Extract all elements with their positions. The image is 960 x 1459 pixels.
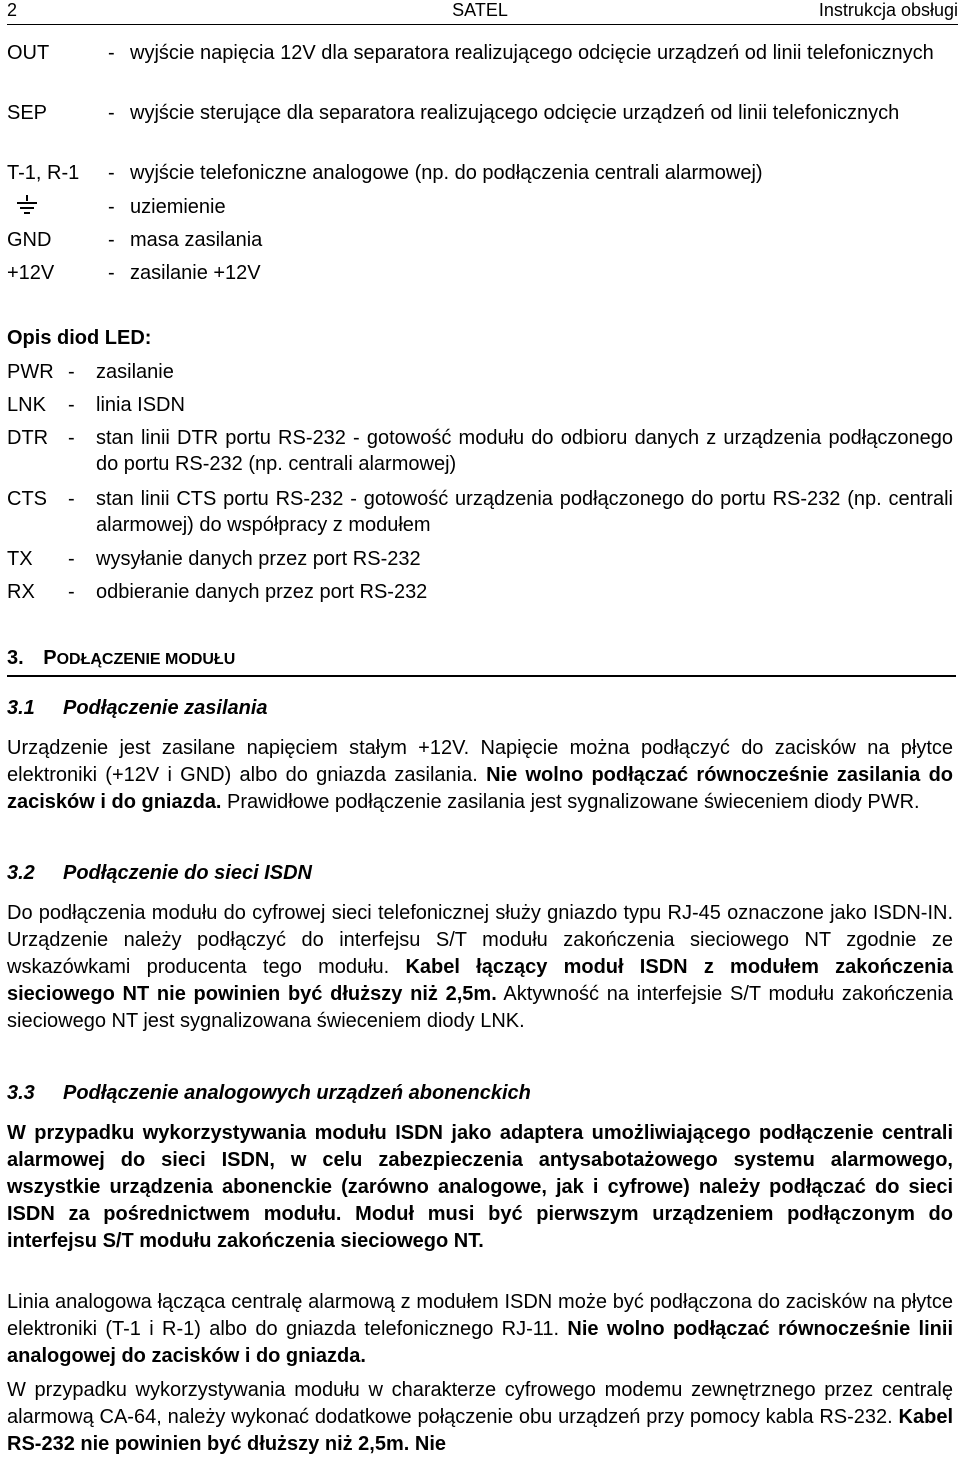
led-label: TX: [7, 548, 33, 570]
terminal-description: wyjście sterujące dla separatora realizującego odcięcie urządzeń od linii telefonicznych: [130, 102, 900, 124]
led-label: RX: [7, 581, 35, 603]
paragraph-bold-text: Kabel łączący moduł ISDN z modułem zakończenia sieciowego NT nie powinien być dłuższy niż 2,5m.: [7, 956, 954, 1005]
led-label: DTR: [7, 427, 49, 449]
terminal-label: GND: [7, 229, 52, 251]
section-heading: [7, 647, 235, 670]
led-heading: Opis diod LED:: [7, 327, 152, 349]
paragraph: [7, 1289, 953, 1370]
paragraph-bold-text: Nie wolno podłączać równocześnie zasilania do zacisków i do gniazda.: [7, 764, 953, 813]
subsection-number: 3.2: [7, 862, 35, 884]
subsection-heading: [7, 697, 268, 720]
paragraph-text: Urządzenie jest zasilane napięciem stałym +12V. Napięcie można podłączyć do zacisków na płytce elektroniki (+12V i GND) albo do gniazda zasilania.: [7, 737, 953, 786]
subsection-title: Podłączenie zasilania: [63, 697, 268, 719]
paragraph-text: Aktywność na interfejsie S/T modułu zakończenia sieciowego NT jest sygnalizowana świeceniem diody LNK.: [7, 983, 953, 1032]
paragraph: [7, 735, 953, 816]
led-description: wysyłanie danych przez port RS-232: [96, 548, 421, 570]
subsection-title: Podłączenie analogowych urządzeń abonenckich: [63, 1082, 531, 1104]
terminal-dash: -: [108, 42, 115, 64]
led-label: LNK: [7, 394, 46, 416]
led-dash: -: [68, 427, 75, 449]
paragraph-text: Do podłączenia modułu do cyfrowej sieci telefonicznej służy gniazdo typu RJ-45 oznaczone jako ISDN-IN. Urządzenie należy podłączyć do interfejsu S/T modułu zakończenia sieciowego NT zgodnie ze wskazówkami producenta tego modułu.: [7, 902, 953, 978]
section-number: 3.: [7, 647, 24, 669]
paragraph-bold-text: Nie wolno podłączać równocześnie linii analogowej do zacisków i do gniazda.: [7, 1318, 953, 1367]
terminal-dash: -: [108, 262, 115, 284]
page-number: 2: [7, 0, 18, 20]
terminal-label: +12V: [7, 262, 55, 284]
section-title-rest: ODŁĄCZENIE MODUŁU: [56, 651, 236, 668]
paragraph-text: Linia analogowa łącząca centralę alarmową z modułem ISDN może być podłączona do zacisków na płytce elektroniki (T-1 i R-1) albo do gniazda telefonicznego RJ-11.: [7, 1291, 953, 1340]
terminal-description: wyjście napięcia 12V dla separatora realizującego odcięcie urządzeń od linii telefonicznych: [130, 42, 934, 64]
subsection-heading: [7, 862, 312, 885]
terminal-dash: -: [108, 102, 115, 124]
led-dash: -: [68, 394, 75, 416]
terminal-label: OUT: [7, 42, 50, 64]
led-label: PWR: [7, 361, 54, 383]
subsection-number: 3.1: [7, 697, 35, 719]
terminal-label: SEP: [7, 102, 48, 124]
led-dash: -: [68, 488, 75, 510]
terminal-dash: -: [108, 196, 115, 218]
led-dash: -: [68, 361, 75, 383]
ground-icon: [14, 192, 40, 220]
paragraph-text: Prawidłowe podłączenie zasilania jest sygnalizowane świeceniem diody PWR.: [221, 791, 920, 813]
led-description: stan linii DTR portu RS-232 - gotowość modułu do odbioru danych z urządzenia podłączonego do portu RS-232 (np. centrali alarmowej): [96, 427, 953, 475]
page-header: [7, 0, 958, 26]
subsection-number: 3.3: [7, 1082, 35, 1104]
brand-name: SATEL: [452, 0, 508, 20]
led-description: linia ISDN: [96, 394, 185, 416]
led-dash: -: [68, 548, 75, 570]
paragraph: [7, 1120, 953, 1255]
section-title-initial: P: [43, 647, 57, 669]
led-dash: -: [68, 581, 75, 603]
section-rule: [7, 675, 956, 677]
led-description: zasilanie: [96, 361, 174, 383]
paragraph: [7, 900, 953, 1035]
paragraph: [7, 1377, 953, 1458]
terminal-description: masa zasilania: [130, 229, 263, 251]
terminal-label: T-1, R-1: [7, 162, 80, 184]
terminal-dash: -: [108, 229, 115, 251]
terminal-dash: -: [108, 162, 115, 184]
paragraph-bold-text: W przypadku wykorzystywania modułu ISDN jako adaptera umożliwiającego podłączenie centrali alarmowej do sieci ISDN, w celu zabezpieczenia antysabotażowego systemu alarmowego, wszystkie urządzenia abonenckie (zarówno analogowe, jak i cyfrowe) należy podłączać do sieci ISDN za pośrednictwem modułu. Moduł musi być pierwszym urządzeniem podłączonym do interfejsu S/T modułu zakończenia sieciowego NT.: [7, 1122, 953, 1252]
document-title: Instrukcja obsługi: [818, 0, 958, 20]
subsection-heading: [7, 1082, 531, 1105]
subsection-title: Podłączenie do sieci ISDN: [63, 862, 312, 884]
led-description: stan linii CTS portu RS-232 - gotowość urządzenia podłączonego do portu RS-232 (np. centrali alarmowej) do współpracy z modułem: [96, 488, 953, 536]
paragraph-text: W przypadku wykorzystywania modułu w charakterze cyfrowego modemu zewnętrznego przez centralę alarmową CA-64, należy wykonać dodatkowe połączenie obu urządzeń przy pomocy kabla RS-232.: [7, 1379, 953, 1428]
paragraph-bold-text: Kabel RS-232 nie powinien być dłuższy niż 2,5m. Nie: [7, 1406, 953, 1455]
led-label: CTS: [7, 488, 47, 510]
document-page: [7, 0, 958, 1455]
led-description: odbieranie danych przez port RS-232: [96, 581, 428, 603]
terminal-description: zasilanie +12V: [130, 262, 261, 284]
terminal-description: wyjście telefoniczne analogowe (np. do podłączenia centrali alarmowej): [130, 162, 763, 184]
terminal-description: uziemienie: [130, 196, 226, 218]
header-rule: [7, 24, 958, 25]
